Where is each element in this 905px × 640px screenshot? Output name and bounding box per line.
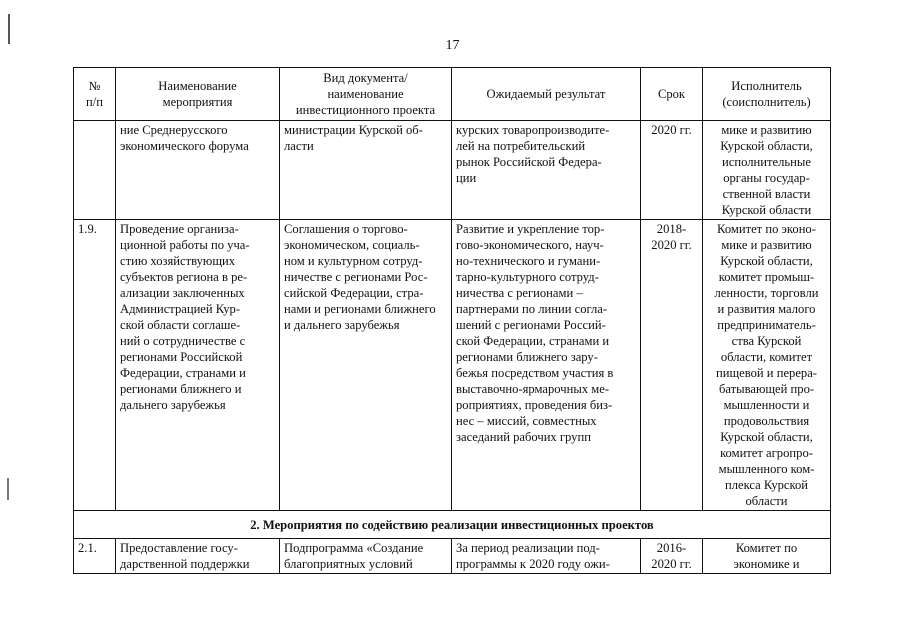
measures-table xyxy=(73,67,831,574)
cell-doc: Соглашения о торгово- экономическом, социаль- ном и культурном сотруд- ничестве с регионами Рос- сийской Федерации, стра- нами и регионами ближнего и дальнего зарубежья xyxy=(280,220,452,511)
cell-result: курских товаропроизводите- лей на потребительский рынок Российской Федера- ции xyxy=(452,121,641,220)
cell-name: Проведение организа- ционной работы по уча- стию хозяйствующих субъектов региона в ре- ализации заключенных Администрацией Кур- ской области соглаше- ний о сотрудничестве с регионами Российской Федерации, странами и регионами ближнего и дальнего зарубежья xyxy=(116,220,280,511)
cell-executor: мике и развитию Курской области, исполнительные органы государ- ственной власти Курской области xyxy=(703,121,831,220)
header-executor: Исполнитель (соисполнитель) xyxy=(703,68,831,121)
header-term: Срок xyxy=(641,68,703,121)
header-name: Наименование мероприятия xyxy=(116,68,280,121)
table-header-row xyxy=(74,68,831,121)
header-doc: Вид документа/ наименование инвестиционного проекта xyxy=(280,68,452,121)
page-number: 17 xyxy=(445,38,460,53)
section-title: 2. Мероприятия по содействию реализации инвестиционных проектов xyxy=(74,511,831,539)
cell-result: За период реализации под- программы к 2020 году ожи- xyxy=(452,539,641,574)
table-row xyxy=(74,121,831,220)
cell-num: 2.1. xyxy=(74,539,116,574)
cell-doc: министрации Курской об- ласти xyxy=(280,121,452,220)
cell-term: 2016- 2020 гг. xyxy=(641,539,703,574)
cell-num: 1.9. xyxy=(74,220,116,511)
cell-term: 2020 гг. xyxy=(641,121,703,220)
cell-result: Развитие и укрепление тор- гово-экономического, науч- но-технического и гумани- тарно-культурного сотруд- ничества с регионами – партнерами по линии согла- шений с регионами Россий- ской Федерации, странами и регионами ближнего зару- бежья посредством участия в выставочно-ярмарочных ме- роприятиях, проведения биз- нес – миссий, совместных заседаний рабочих групп xyxy=(452,220,641,511)
cell-executor: Комитет по экономике и xyxy=(703,539,831,574)
scan-edge-mark xyxy=(7,478,9,500)
section-row xyxy=(74,511,831,539)
cell-executor: Комитет по эконо- мике и развитию Курской области, комитет промыш- ленности, торговли и развития малого предприниматель- ства Курской области, комитет пищевой и перера- батывающей про- мышленности и продовольствия Курской области, комитет агропро- мышленного ком- плекса Курской области xyxy=(703,220,831,511)
cell-num xyxy=(74,121,116,220)
table-row xyxy=(74,539,831,574)
header-num: № п/п xyxy=(74,68,116,121)
cell-term: 2018- 2020 гг. xyxy=(641,220,703,511)
header-result: Ожидаемый результат xyxy=(452,68,641,121)
cell-name: Предоставление госу- дарственной поддержки xyxy=(116,539,280,574)
cell-name: ние Среднерусского экономического форума xyxy=(116,121,280,220)
table-row xyxy=(74,220,831,511)
cell-doc: Подпрограмма «Создание благоприятных условий xyxy=(280,539,452,574)
